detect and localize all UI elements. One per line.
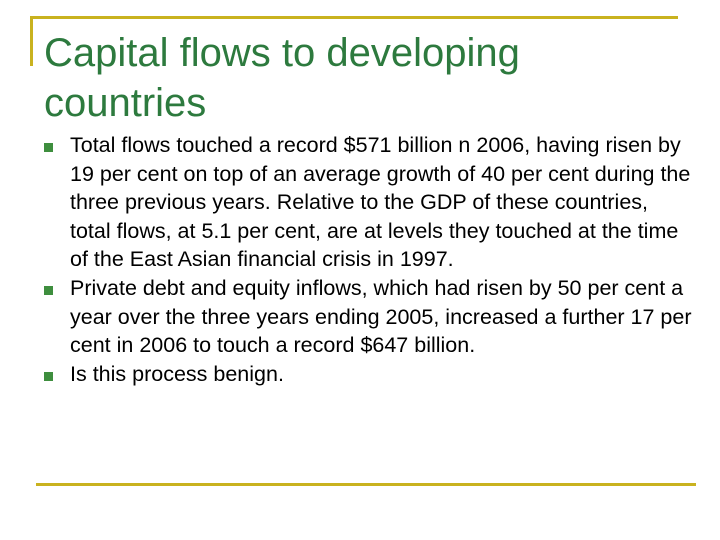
bullet-item-question — [44, 360, 694, 389]
bullet-list — [44, 131, 694, 388]
top-accent-rule — [30, 16, 678, 19]
square-bullet-icon — [44, 143, 53, 152]
bottom-accent-rule — [36, 483, 696, 486]
square-bullet-icon — [44, 372, 53, 381]
square-bullet-icon — [44, 286, 53, 295]
bullet-text: Is this process benign. — [70, 361, 284, 386]
bullet-text: Total flows touched a record $571 billion n 2006, having risen by 19 per cent on top of an average growth of 40 per cent during the three previous years. Relative to the GDP of these countries, total flows, at 5.1 per cent, are at levels they touched at the time of the East Asian financial crisis in 1997. — [70, 133, 691, 272]
bullet-item-total-flows — [44, 131, 694, 274]
left-accent-rule — [30, 16, 33, 66]
bullet-item-private-inflows — [44, 274, 694, 360]
bullet-text: Private debt and equity inflows, which had risen by 50 per cent a year over the three years ending 2005, increased a further 17 per cent in 2006 to touch a record $647 billion. — [70, 275, 692, 358]
slide-title: Capital flows to developing countries — [44, 31, 520, 125]
